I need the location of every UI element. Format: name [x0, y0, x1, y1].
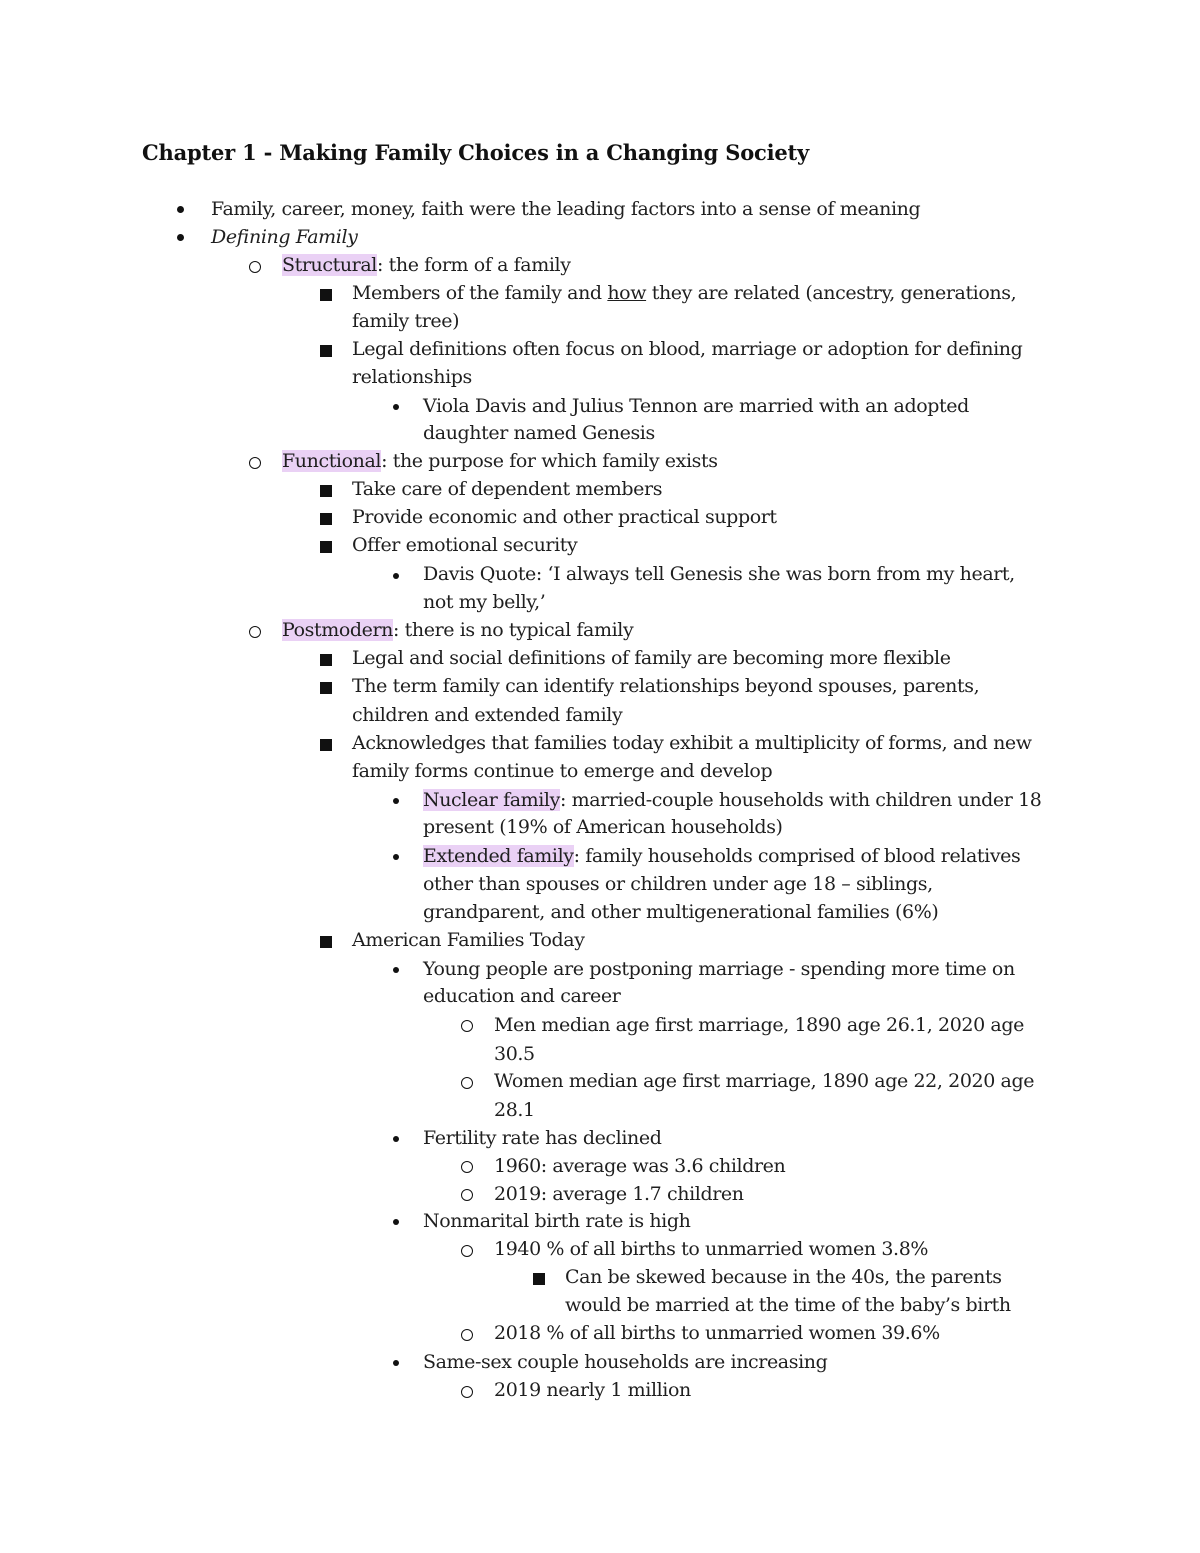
bullet-square — [320, 345, 332, 357]
list-item: Defining Family — [211, 226, 358, 248]
bullet-circle — [249, 457, 261, 469]
list-item: Provide economic and other practical support — [352, 506, 777, 528]
list-item-continuation: family forms continue to emerge and develop — [352, 760, 773, 782]
list-item: Young people are postponing marriage - spending more time on — [423, 958, 1015, 980]
bullet-circle — [461, 1161, 473, 1173]
bullet-circle — [249, 626, 261, 638]
bullet-dot — [393, 798, 399, 804]
list-item: Legal and social definitions of family are becoming more flexible — [352, 647, 951, 669]
list-item-continuation: would be married at the time of the baby’s birth — [565, 1294, 1011, 1316]
list-item: 2019: average 1.7 children — [494, 1183, 744, 1205]
term-highlight: Postmodern — [282, 619, 394, 641]
bullet-circle — [461, 1386, 473, 1398]
text-run: Members of the family and — [352, 282, 608, 304]
list-item-continuation: not my belly,’ — [423, 591, 546, 613]
list-item: 2019 nearly 1 million — [494, 1379, 691, 1401]
list-item: 2018 % of all births to unmarried women 39.6% — [494, 1322, 940, 1344]
list-item: Legal definitions often focus on blood, marriage or adoption for defining — [352, 338, 1023, 360]
list-item-continuation: children and extended family — [352, 704, 623, 726]
term-highlight: Extended family — [423, 845, 574, 867]
bullet-circle — [461, 1020, 473, 1032]
list-item-continuation: 30.5 — [494, 1043, 535, 1065]
bullet-square — [320, 682, 332, 694]
bullet-circle — [249, 261, 261, 273]
list-item — [282, 447, 718, 475]
term-highlight: Functional — [282, 450, 382, 472]
bullet-square — [320, 739, 332, 751]
list-item — [282, 251, 571, 279]
bullet-dot — [177, 234, 184, 241]
list-item: Men median age first marriage, 1890 age 26.1, 2020 age — [494, 1014, 1024, 1036]
bullet-dot — [393, 967, 399, 973]
list-item: Fertility rate has declined — [423, 1127, 662, 1149]
term-highlight: Nuclear family — [423, 789, 560, 811]
list-item-continuation: relationships — [352, 366, 472, 388]
term-definition: : family households comprised of blood relatives — [573, 845, 1021, 867]
bullet-square — [320, 485, 332, 497]
bullet-dot — [393, 1136, 399, 1142]
list-item: Offer emotional security — [352, 534, 578, 556]
list-item: The term family can identify relationships beyond spouses, parents, — [352, 675, 980, 697]
list-item-continuation: other than spouses or children under age 18 – siblings, — [423, 873, 933, 895]
term-definition: : the purpose for which family exists — [381, 450, 718, 472]
term-definition: : there is no typical family — [393, 619, 634, 641]
list-item: 1960: average was 3.6 children — [494, 1155, 786, 1177]
list-item: Davis Quote: ‘I always tell Genesis she was born from my heart, — [423, 563, 1015, 585]
list-item: Same-sex couple households are increasing — [423, 1351, 828, 1373]
term-definition: : the form of a family — [376, 254, 571, 276]
bullet-square — [320, 541, 332, 553]
bullet-dot — [393, 573, 399, 579]
bullet-circle — [461, 1189, 473, 1201]
list-item — [423, 786, 1041, 814]
list-item: Acknowledges that families today exhibit a multiplicity of forms, and new — [352, 732, 1032, 754]
list-item: Viola Davis and Julius Tennon are married with an adopted — [423, 395, 969, 417]
list-item: Nonmarital birth rate is high — [423, 1210, 691, 1232]
bullet-dot — [393, 404, 399, 410]
bullet-circle — [461, 1329, 473, 1341]
list-item — [352, 279, 1016, 307]
bullet-dot — [393, 854, 399, 860]
list-item: Family, career, money, faith were the leading factors into a sense of meaning — [211, 198, 921, 220]
bullet-dot — [177, 206, 184, 213]
bullet-square — [533, 1273, 545, 1285]
list-item — [423, 842, 1020, 870]
text-run: they are related (ancestry, generations, — [646, 282, 1017, 304]
list-item: American Families Today — [352, 929, 585, 951]
bullet-circle — [461, 1077, 473, 1089]
list-item: 1940 % of all births to unmarried women 3.8% — [494, 1238, 929, 1260]
bullet-square — [320, 513, 332, 525]
list-item-continuation: daughter named Genesis — [423, 422, 655, 444]
bullet-dot — [393, 1360, 399, 1366]
bullet-dot — [393, 1219, 399, 1225]
list-item — [282, 616, 633, 644]
list-item: Take care of dependent members — [352, 478, 663, 500]
bullet-square — [320, 936, 332, 948]
list-item: Women median age first marriage, 1890 age 22, 2020 age — [494, 1070, 1035, 1092]
bullet-square — [320, 654, 332, 666]
term-highlight: Structural — [282, 254, 377, 276]
list-item-continuation: education and career — [423, 985, 621, 1007]
bullet-circle — [461, 1245, 473, 1257]
list-item-continuation: 28.1 — [494, 1099, 535, 1121]
underlined-text: how — [607, 282, 647, 304]
list-item: Can be skewed because in the 40s, the parents — [565, 1266, 1002, 1288]
list-item-continuation: family tree) — [352, 310, 460, 332]
list-item-continuation: present (19% of American households) — [423, 816, 783, 838]
term-definition: : married-couple households with children under 18 — [559, 789, 1042, 811]
bullet-square — [320, 289, 332, 301]
chapter-title: Chapter 1 - Making Family Choices in a Changing Society — [142, 140, 810, 165]
list-item-continuation: grandparent, and other multigenerational families (6%) — [423, 901, 939, 923]
